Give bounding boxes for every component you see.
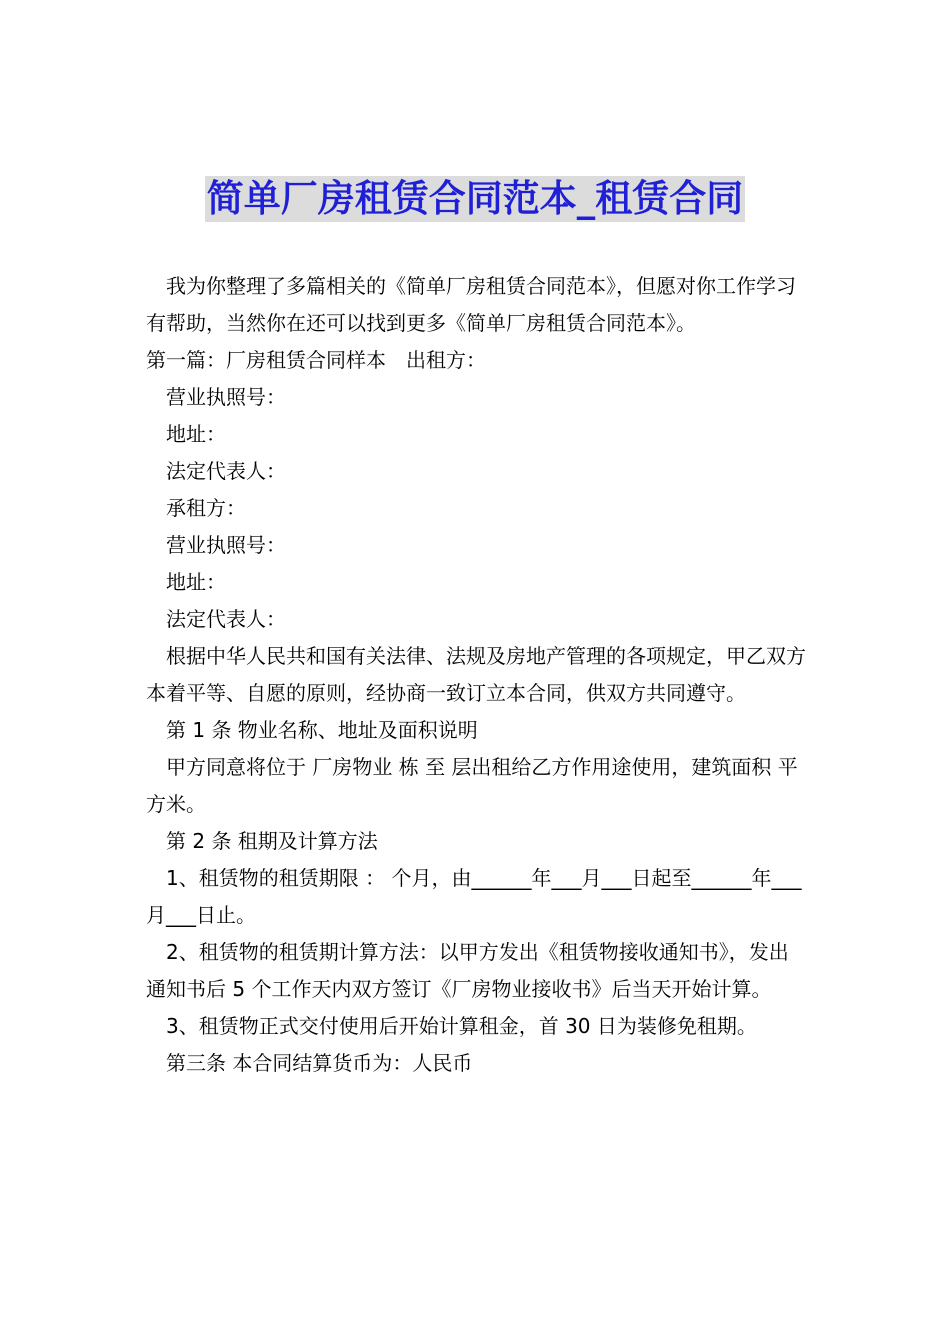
article-1-heading: 第 1 条 物业名称、地址及面积说明 xyxy=(166,718,478,742)
article-2-item-3: 3、租赁物正式交付使用后开始计算租金，首 30 日为装修免租期。 xyxy=(166,1014,757,1038)
preamble-paragraph: 根据中华人民共和国有关法律、法规及房地产管理的各项规定，甲乙双方本着平等、自愿的原则，经协商一致订立本合同，供双方共同遵守。 xyxy=(146,644,806,705)
article-2-heading: 第 2 条 租期及计算方法 xyxy=(166,829,378,853)
article-2-item-1: 1、租赁物的租赁期限 ： 个月，由______年___月___日起至______年___月___日止。 xyxy=(146,866,802,927)
document-title: 简单厂房租赁合同范本_租赁合同 xyxy=(206,177,744,220)
article-1-body: 甲方同意将位于 厂房物业 栋 至 层出租给乙方作用途使用，建筑面积 平方米。 xyxy=(146,755,798,816)
lessee-license-field: 营业执照号： xyxy=(166,533,286,557)
title-container xyxy=(0,176,950,222)
lessor-address-field: 地址： xyxy=(166,422,226,446)
lessee-label: 承租方： xyxy=(166,496,246,520)
lessee-address-field: 地址： xyxy=(166,570,226,594)
document-body xyxy=(146,268,808,1082)
article-2-item-2: 2、租赁物的租赁期计算方法：以甲方发出《租赁物接收通知书》，发出通知书后 5 个工作天内双方签订《厂房物业接收书》后当天开始计算。 xyxy=(146,940,789,1001)
article-3-heading: 第三条 本合同结算货币为：人民币 xyxy=(166,1051,473,1075)
intro-paragraph: 我为你整理了多篇相关的《简单厂房租赁合同范本》，但愿对你工作学习有帮助，当然你在还可以找到更多《简单厂房租赁合同范本》。 xyxy=(146,274,796,335)
lessor-license-field: 营业执照号： xyxy=(166,385,286,409)
section-heading-1: 第一篇：厂房租赁合同样本 出租方： xyxy=(146,348,486,372)
lessee-representative-field: 法定代表人： xyxy=(166,607,286,631)
lessor-representative-field: 法定代表人： xyxy=(166,459,286,483)
